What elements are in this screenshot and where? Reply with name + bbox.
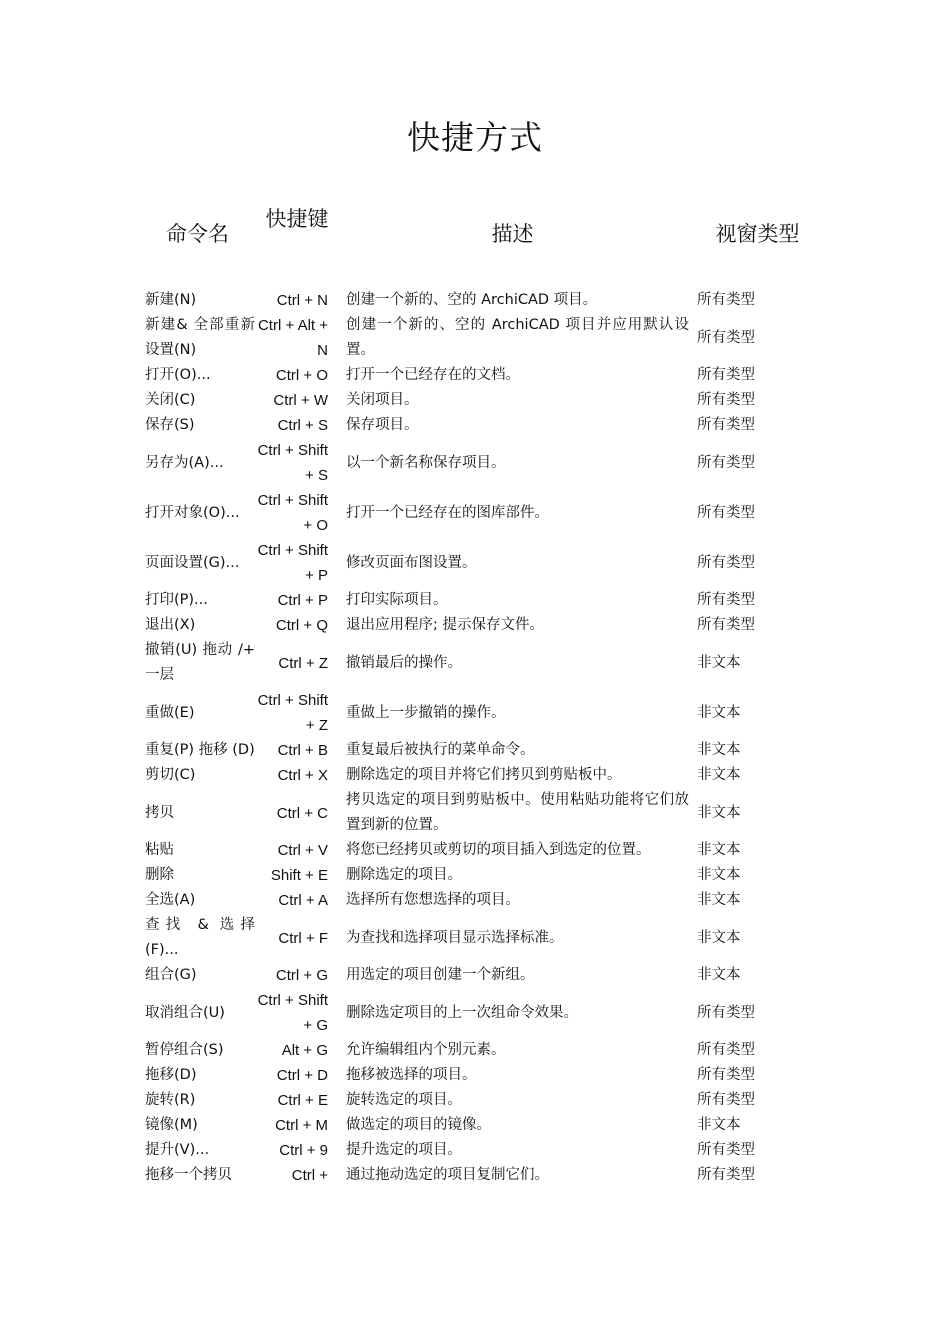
table-row <box>145 538 827 588</box>
command-cell: 镜像(M) <box>145 1117 198 1133</box>
description-cell: 用选定的项目创建一个新组。 <box>346 967 535 983</box>
table-row <box>145 488 827 538</box>
description-cell: 以一个新名称保存项目。 <box>346 454 506 471</box>
table-row <box>145 963 827 988</box>
description-cell: 撤销最后的操作。 <box>346 654 462 671</box>
shortcut-cell: Ctrl + V <box>277 842 328 859</box>
description-cell: 删除选定项目的上一次组命令效果。 <box>346 1004 578 1021</box>
command-cell: 保存(S) <box>145 417 195 433</box>
shortcut-cell: Ctrl + C <box>276 804 328 822</box>
table-row <box>145 288 827 313</box>
command-cell: 重复(P) 拖移 (D) <box>145 742 255 758</box>
description-cell: 关闭项目。 <box>346 392 419 408</box>
command-cell: 旋转(R) <box>145 1092 196 1108</box>
description-cell: 将您已经拷贝或剪切的项目插入到选定的位置。 <box>346 842 651 858</box>
shortcut-cell: Ctrl + O <box>275 367 328 384</box>
shortcut-cell: Ctrl + B <box>277 742 328 759</box>
table-row <box>145 413 827 438</box>
table-row <box>145 1063 827 1088</box>
view-type-cell: 非文本 <box>697 892 741 908</box>
shortcut-table-body <box>145 288 827 1188</box>
description-cell: 为查找和选择项目显示选择标准。 <box>346 929 564 946</box>
shortcut-cell: Shift + E <box>270 867 328 884</box>
command-cell: 取消组合(U) <box>145 1004 225 1021</box>
view-type-cell: 非文本 <box>697 704 741 721</box>
description-cell: 通过拖动选定的项目复制它们。 <box>346 1167 549 1183</box>
description-cell: 提升选定的项目。 <box>346 1142 462 1158</box>
shortcut-cell: Ctrl + D <box>276 1067 328 1084</box>
view-type-cell: 所有类型 <box>697 617 755 633</box>
table-row <box>145 1088 827 1113</box>
header-command: 命令名 <box>166 222 229 246</box>
header-description: 描述 <box>491 222 534 246</box>
table-row <box>145 638 827 688</box>
command-cell: 打印(P)... <box>145 592 208 608</box>
shortcut-cell: Ctrl + W <box>273 392 328 409</box>
command-cell: 重做(E) <box>145 704 195 721</box>
view-type-cell: 非文本 <box>697 929 741 946</box>
table-row <box>145 838 827 863</box>
description-cell: 拖移被选择的项目。 <box>346 1067 477 1083</box>
header-shortcut: 快捷键 <box>265 207 329 231</box>
command-cell: 拷贝 <box>145 804 174 821</box>
table-row <box>145 788 827 838</box>
command-cell: 关闭(C) <box>145 392 196 408</box>
shortcut-cell: Ctrl + Shift + P <box>257 542 328 584</box>
command-cell: 新建& 全部重新设置(N) <box>145 317 255 358</box>
shortcut-cell: Ctrl + Shift + G <box>257 992 328 1034</box>
view-type-cell: 所有类型 <box>697 329 755 346</box>
shortcut-cell: Ctrl + N <box>276 292 328 309</box>
description-cell: 允许编辑组内个别元素。 <box>346 1042 506 1058</box>
shortcut-cell: Ctrl + Shift + Z <box>257 692 328 734</box>
description-cell: 打开一个已经存在的文档。 <box>346 367 520 383</box>
view-type-cell: 非文本 <box>697 867 741 883</box>
table-row <box>145 888 827 913</box>
view-type-cell: 非文本 <box>697 804 741 821</box>
command-cell: 全选(A) <box>145 892 196 908</box>
description-cell: 重复最后被执行的菜单命令。 <box>346 742 535 758</box>
command-cell: 新建(N) <box>145 292 197 308</box>
view-type-cell: 所有类型 <box>697 1004 755 1021</box>
description-cell: 删除选定的项目。 <box>346 867 462 883</box>
view-type-cell: 所有类型 <box>697 1142 755 1158</box>
description-cell: 打开一个已经存在的图库部件。 <box>346 504 549 521</box>
description-cell: 拷贝选定的项目到剪贴板中。使用粘贴功能将它们放置到新的位置。 <box>346 792 689 833</box>
command-cell: 退出(X) <box>145 617 196 633</box>
description-cell: 创建一个新的、空的 ArchiCAD 项目并应用默认设置。 <box>346 317 689 358</box>
view-type-cell: 所有类型 <box>697 1067 755 1083</box>
command-cell: 删除 <box>145 867 174 883</box>
table-row <box>145 913 827 963</box>
description-cell: 创建一个新的、空的 ArchiCAD 项目。 <box>346 292 598 308</box>
description-cell: 重做上一步撤销的操作。 <box>346 704 506 721</box>
description-cell: 打印实际项目。 <box>346 592 448 608</box>
command-cell: 拖移一个拷贝 <box>145 1167 232 1183</box>
shortcut-cell: Ctrl + 9 <box>279 1142 328 1159</box>
view-type-cell: 所有类型 <box>697 367 755 383</box>
command-cell: 打开对象(O)... <box>145 504 240 521</box>
command-cell: 提升(V)... <box>145 1142 210 1158</box>
command-cell: 暂停组合(S) <box>145 1042 224 1058</box>
command-cell: 拖移(D) <box>145 1067 197 1083</box>
description-cell: 保存项目。 <box>346 417 419 433</box>
table-row <box>145 1138 827 1163</box>
command-cell: 页面设置(G)... <box>145 554 240 571</box>
view-type-cell: 所有类型 <box>697 504 755 521</box>
table-row <box>145 738 827 763</box>
table-row <box>145 388 827 413</box>
header-view-type: 视窗类型 <box>715 222 800 246</box>
shortcut-cell: Ctrl + Alt + N <box>257 317 328 359</box>
table-row <box>145 588 827 613</box>
page-title: 快捷方式 <box>407 118 543 157</box>
description-cell: 旋转选定的项目。 <box>346 1092 462 1108</box>
view-type-cell: 非文本 <box>697 842 741 858</box>
description-cell: 做选定的项目的镜像。 <box>346 1117 491 1133</box>
table-row <box>145 863 827 888</box>
table-row <box>145 313 827 363</box>
command-cell: 另存为(A)... <box>145 454 224 471</box>
table-row <box>145 438 827 488</box>
view-type-cell: 所有类型 <box>697 292 755 308</box>
view-type-cell: 所有类型 <box>697 1092 755 1108</box>
view-type-cell: 所有类型 <box>697 592 755 608</box>
description-cell: 修改页面布图设置。 <box>346 554 477 571</box>
description-cell: 退出应用程序; 提示保存文件。 <box>346 617 544 633</box>
shortcut-cell: Alt + G <box>281 1042 328 1059</box>
shortcut-table <box>145 288 827 1188</box>
shortcut-cell: Ctrl + E <box>277 1092 328 1109</box>
command-cell: 打开(O)... <box>145 367 211 383</box>
command-cell: 撤销(U) 拖动 /+ 一层 <box>145 642 255 683</box>
command-cell: 剪切(C) <box>145 767 196 783</box>
view-type-cell: 非文本 <box>697 654 741 671</box>
view-type-cell: 所有类型 <box>697 392 755 408</box>
table-row <box>145 613 827 638</box>
shortcut-cell: Ctrl + A <box>278 892 328 909</box>
command-cell: 粘贴 <box>145 842 174 858</box>
description-cell: 选择所有您想选择的项目。 <box>346 892 520 908</box>
command-cell: 组合(G) <box>145 967 197 983</box>
shortcut-cell: Ctrl + Shift + S <box>257 442 328 484</box>
shortcut-cell: Ctrl + X <box>277 767 328 784</box>
shortcut-cell: Ctrl + Z <box>278 654 328 672</box>
table-row <box>145 1163 827 1188</box>
table-row <box>145 1113 827 1138</box>
description-cell: 删除选定的项目并将它们拷贝到剪贴板中。 <box>346 767 622 783</box>
view-type-cell: 所有类型 <box>697 1042 755 1058</box>
shortcut-cell: Ctrl + P <box>277 592 328 609</box>
view-type-cell: 非文本 <box>697 767 741 783</box>
shortcut-cell: Ctrl + M <box>275 1117 328 1134</box>
shortcut-cell: Ctrl + F <box>278 929 328 947</box>
view-type-cell: 所有类型 <box>697 417 755 433</box>
shortcut-cell: Ctrl + <box>291 1167 328 1184</box>
shortcut-cell: Ctrl + Q <box>275 617 328 634</box>
view-type-cell: 非文本 <box>697 1117 741 1133</box>
view-type-cell: 所有类型 <box>697 454 755 471</box>
shortcut-cell: Ctrl + G <box>275 967 328 984</box>
view-type-cell: 所有类型 <box>697 554 755 571</box>
table-row <box>145 688 827 738</box>
shortcut-cell: Ctrl + Shift + O <box>257 492 328 534</box>
view-type-cell: 所有类型 <box>697 1167 755 1183</box>
view-type-cell: 非文本 <box>697 742 741 758</box>
table-row <box>145 763 827 788</box>
view-type-cell: 非文本 <box>697 967 741 983</box>
table-row <box>145 363 827 388</box>
table-row <box>145 1038 827 1063</box>
command-cell: 查找 & 选择 (F)... <box>145 917 255 958</box>
shortcut-cell: Ctrl + S <box>277 417 328 434</box>
table-row <box>145 988 827 1038</box>
